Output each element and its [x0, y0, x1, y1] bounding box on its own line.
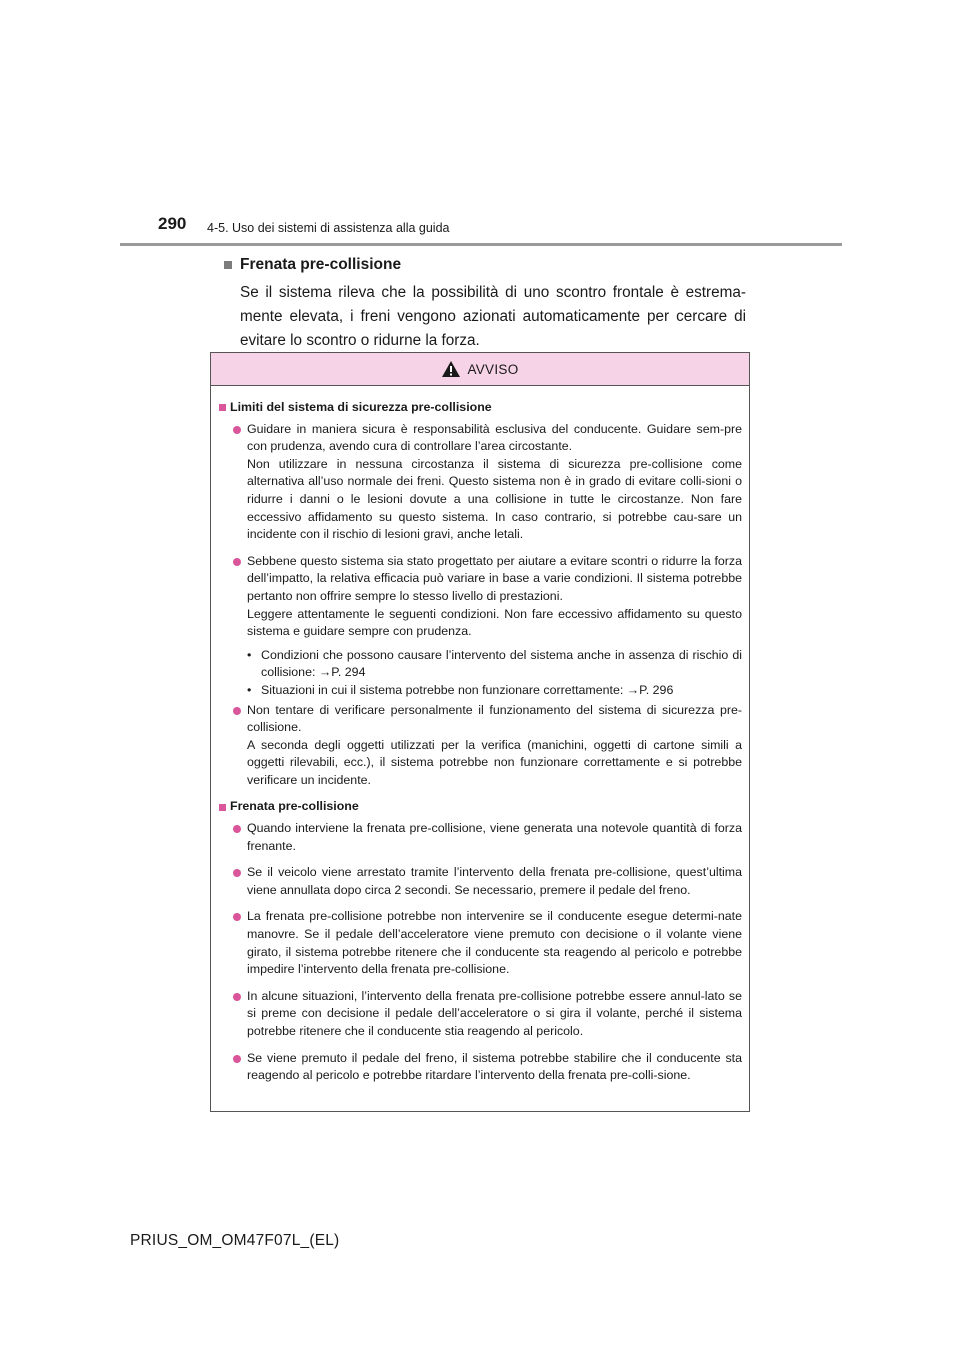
subsection-heading [219, 399, 742, 417]
section-title: 4-5. Uso dei sistemi di assistenza alla guida [207, 221, 450, 235]
warning-box [210, 352, 750, 1112]
bullet-mark: • [247, 682, 252, 697]
footer-code: PRIUS_OM_OM47F07L_(EL) [130, 1232, 340, 1249]
list-item-text: Se il veicolo viene arrestato tramite l’intervento della frenata pre-collisione, quest’ultima viene annullata dopo circa 2 secondi. Se necessario, premere il pedale del freno. [247, 865, 742, 897]
paragraph: A seconda degli oggetti utilizzati per la verifica (manichini, oggetti di cartone simili a oggetti rilevabili, ecc.), il sistema potrebbe non funzionare correttamente e si potrebbe verificare un incidente. [247, 737, 742, 787]
list-item-text: Se viene premuto il pedale del freno, il sistema potrebbe stabilire che il conducente sta reagendo al pericolo e potrebbe ritardare l’intervento della frenata pre-colli-sione. [247, 1050, 742, 1083]
square-bullet-icon [219, 404, 226, 411]
warning-title: AVVISO [467, 361, 519, 377]
bullet-dot-icon [233, 869, 241, 877]
bullet-dot-icon [233, 825, 241, 833]
list-item-text [247, 702, 742, 790]
bullet-dot-icon [233, 707, 241, 715]
intro-heading-text: Frenata pre-collisione [240, 256, 402, 273]
warning-body [211, 386, 749, 1085]
list-item [233, 702, 742, 790]
list-item-text: Quando interviene la frenata pre-collisione, viene generata una notevole quantità di forza frenante. [247, 821, 742, 853]
intro-block [224, 255, 746, 353]
subsection-heading-text: Limiti del sistema di sicurezza pre-collisione [230, 400, 492, 414]
list-item [233, 820, 742, 855]
paragraph: Guidare in maniera sicura è responsabilità esclusiva del conducente. Guidare sem-pre con prudenza, avendo cura di controllare l’area circostante. [247, 421, 742, 454]
list-item-text: La frenata pre-collisione potrebbe non intervenire se il conducente esegue determi-nate manovre. Se il pedale dell’acceleratore viene premuto con decisione o il volante viene girato, il sistema potrebbe ritenere che il conducente sta reagendo al pericolo e potrebbe impedire l’intervento della frenata pre-collisione. [247, 909, 742, 977]
sub-bullet-text: Condizioni che possono causare l’intervento del sistema anche in assenza di rischio di collisione: →P. 294 [261, 647, 742, 680]
paragraph: Sebbene questo sistema sia stato progettato per aiutare a evitare scontri o ridurre la forza dell’impatto, la relativa efficacia può variare in base a varie condizioni. Il sistema potrebbe pertanto non offrire sempre lo stesso livello di prestazioni. [247, 553, 742, 603]
header-rule [120, 243, 842, 246]
list-item-text [247, 553, 742, 700]
page-number: 290 [158, 214, 187, 233]
subsection-heading [219, 798, 742, 816]
sub-bullet-text: Situazioni in cui il sistema potrebbe non funzionare correttamente: →P. 296 [261, 682, 674, 697]
paragraph: Non utilizzare in nessuna circostanza il sistema di sicurezza pre-collisione come alternativa all’uso normale dei freni. Questo sistema non è in grado di evitare colli-sioni o ridurre i danni o le lesioni dovute a una collisione in tutte le circostanze. Non fare eccessivo affidamento su questo sistema. In caso contrario, si potrebbe cau-sare un incidente con il rischio di lesioni gravi, anche letali. [247, 456, 742, 542]
sub-bullet-list [247, 647, 742, 700]
list-item-text [247, 421, 742, 544]
bullet-dot-icon [233, 426, 241, 434]
bullet-dot-icon [233, 993, 241, 1001]
bullet-dot-icon [233, 1055, 241, 1063]
paragraph: Non tentare di verificare personalmente il funzionamento del sistema di sicurezza pre-collisione. [247, 702, 742, 735]
list-item [233, 908, 742, 978]
list-item [233, 988, 742, 1041]
list-item-text: In alcune situazioni, l’intervento della frenata pre-collisione potrebbe essere annul-lato se si preme con decisione il pedale dell’acceleratore o si gira il volante, perché il sistema potrebbe ritenere che il conducente stia reagendo al pericolo. [247, 988, 742, 1038]
bullet-dot-icon [233, 558, 241, 566]
subsection-heading-text: Frenata pre-collisione [230, 799, 359, 814]
intro-heading [224, 255, 746, 275]
sub-bullet [247, 682, 742, 700]
bullet-dot-icon [233, 913, 241, 921]
list-item [233, 864, 742, 899]
paragraph: Leggere attentamente le seguenti condizioni. Non fare eccessivo affidamento su questo sistema e guidare sempre con prudenza. [247, 606, 742, 639]
list-item [233, 553, 742, 700]
list-item [233, 421, 742, 544]
sub-bullet [247, 647, 742, 682]
square-bullet-icon [224, 261, 232, 269]
warning-header [211, 353, 749, 386]
intro-text: Se il sistema rileva che la possibilità di uno scontro frontale è estrema-mente elevata, i freni vengono azionati automaticamente per cercare di evitare lo scontro o ridurne la forza. [240, 284, 746, 349]
warning-triangle-icon [441, 360, 461, 378]
bullet-mark: • [247, 647, 252, 662]
list-item [233, 1050, 742, 1085]
square-bullet-icon [219, 804, 226, 811]
